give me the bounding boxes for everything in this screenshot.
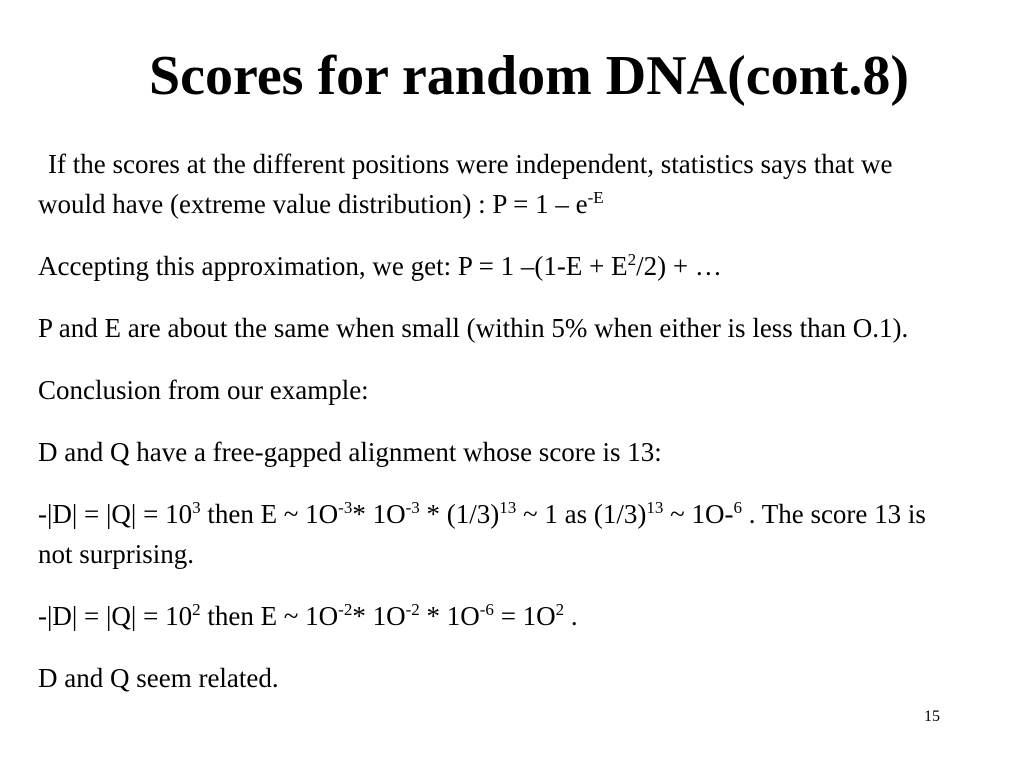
paragraph-text: * 1O — [419, 601, 480, 631]
paragraph-text: * 1O — [352, 499, 406, 529]
paragraph-text: * 1O — [352, 601, 406, 631]
paragraph-text: -|D| = |Q| = 10 — [38, 499, 193, 529]
paragraph-text: /2) + … — [636, 251, 722, 281]
paragraph-text: If the scores at the different positions were independent, statistics says that we would have (extreme value distribution) : P = 1 – e — [38, 149, 893, 219]
paragraph-text: . — [564, 601, 578, 631]
paragraph-related: D and Q seem related. — [38, 663, 279, 693]
superscript: 13 — [646, 498, 664, 517]
paragraph-text: ~ 1 as (1/3) — [516, 499, 647, 529]
paragraph-text: then E ~ 1O — [200, 499, 339, 529]
paragraph-approximation — [38, 246, 958, 286]
paragraph-text: ~ 1O- — [663, 499, 734, 529]
superscript: -2 — [405, 600, 420, 619]
superscript: -3 — [338, 498, 353, 517]
slide-body — [38, 144, 958, 720]
paragraph-case-10-2 — [38, 596, 958, 636]
paragraph-text: Accepting this approximation, we get: P = 1 –(1-E + E — [38, 251, 628, 281]
paragraph-text: = 1O — [493, 601, 556, 631]
paragraph-independence — [38, 144, 958, 224]
superscript: 2 — [192, 600, 201, 619]
superscript: 13 — [499, 498, 517, 517]
paragraph-text: * (1/3) — [419, 499, 500, 529]
superscript: -6 — [479, 600, 494, 619]
paragraph-text: -|D| = |Q| = 10 — [38, 601, 193, 631]
paragraph-alignment-score: D and Q have a free-gapped alignment whose score is 13: — [38, 437, 662, 467]
paragraph-small-values: P and E are about the same when small (within 5% when either is less than O.1). — [38, 313, 909, 343]
superscript: -3 — [405, 498, 420, 517]
slide-title: Scores for random DNA(cont.8) — [148, 45, 910, 107]
page-number: 15 — [924, 708, 940, 725]
paragraph-text: then E ~ 1O — [200, 601, 339, 631]
superscript: -2 — [338, 600, 353, 619]
paragraph-text: . The score 13 is not surprising. — [38, 499, 926, 569]
paragraph-conclusion-heading: Conclusion from our example: — [38, 375, 369, 405]
superscript: 6 — [733, 498, 742, 517]
superscript: 2 — [627, 250, 637, 269]
paragraph-case-10-3 — [38, 494, 958, 574]
superscript: -E — [587, 188, 604, 207]
superscript: 2 — [555, 600, 565, 619]
superscript: 3 — [192, 498, 201, 517]
